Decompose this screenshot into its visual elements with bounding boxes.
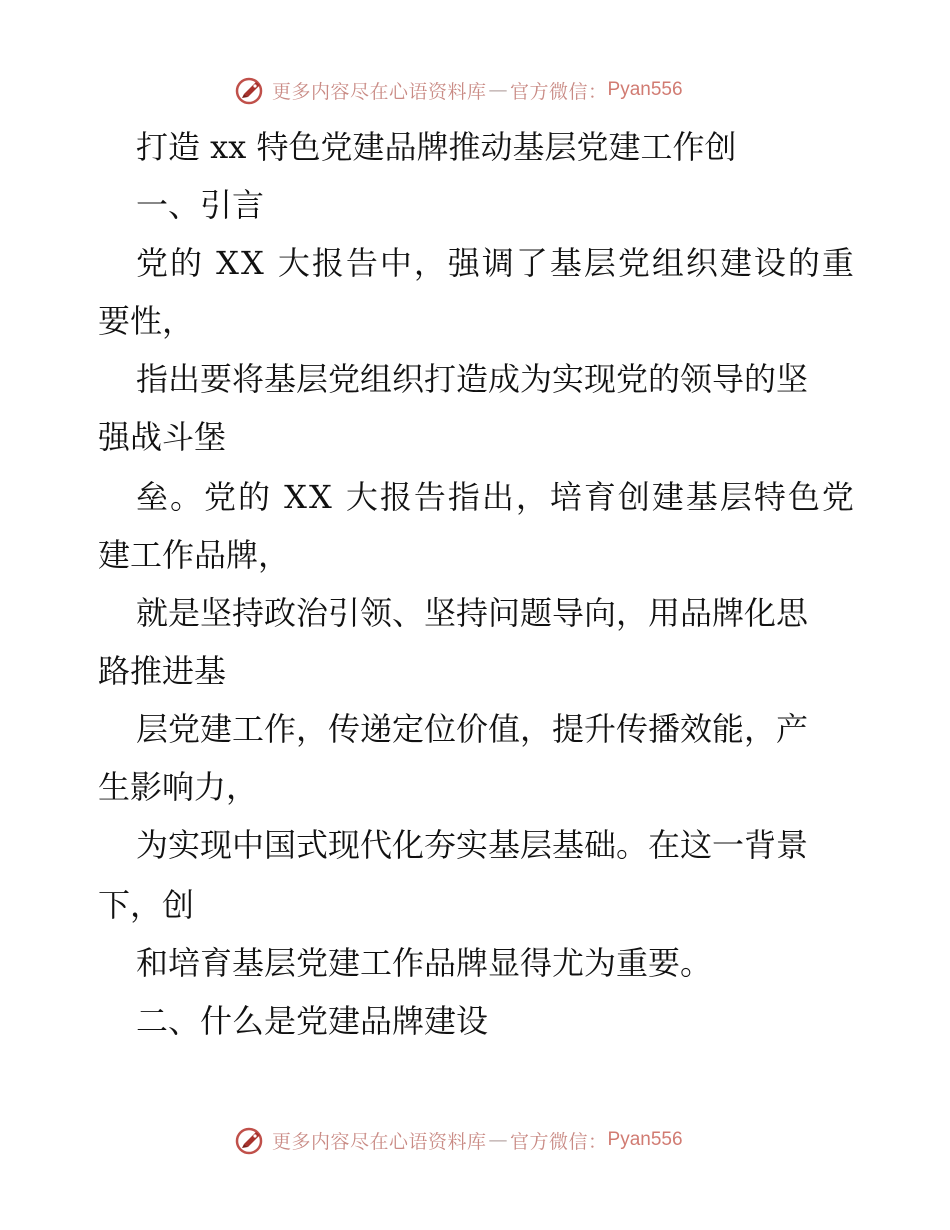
header-watermark: [0, 70, 950, 110]
footer-watermark: [0, 1120, 950, 1160]
paragraph-line: 党的 XX 大报告中，强调了基层党组织建设的重: [136, 244, 856, 282]
watermark-wechat-label: 官方微信：: [510, 1130, 608, 1153]
watermark-wechat-label: 官方微信：: [510, 80, 608, 103]
watermark-wechat-id: Pyan556: [607, 79, 683, 100]
pen-nib-circle-icon: [234, 74, 266, 106]
paragraph-line: 指出要将基层党组织打造成为实现党的领导的坚: [136, 360, 809, 398]
watermark-site-text: 更多内容尽在心语资料库: [272, 80, 487, 103]
paragraph-line: 为实现中国式现代化夯实基层基础。在这一背景: [136, 826, 809, 864]
paragraph-line: 层党建工作，传递定位价值，提升传播效能，产: [136, 710, 809, 748]
paragraph-line: 路推进基: [98, 652, 227, 690]
watermark-wechat-id: Pyan556: [607, 1129, 683, 1150]
paragraph-line: 下，创: [98, 886, 195, 924]
section-heading-introduction: 一、引言: [136, 186, 265, 224]
watermark-site-text: 更多内容尽在心语资料库: [272, 1130, 487, 1153]
watermark-separator: —: [488, 79, 509, 101]
section-heading-party-brand: 二、什么是党建品牌建设: [136, 1002, 489, 1040]
document-title: 打造 xx 特色党建品牌推动基层党建工作创: [136, 128, 737, 166]
paragraph-line: 就是坚持政治引领、坚持问题导向，用品牌化思: [136, 594, 809, 632]
watermark-separator: —: [488, 1129, 509, 1151]
paragraph-line: 垒。党的 XX 大报告指出，培育创建基层特色党: [136, 478, 856, 516]
paragraph-line: 要性，: [98, 302, 195, 340]
paragraph-line: 生影响力，: [98, 768, 259, 806]
paragraph-line: 和培育基层党建工作品牌显得尤为重要。: [136, 944, 713, 982]
paragraph-line: 建工作品牌，: [98, 536, 291, 574]
pen-nib-circle-icon: [234, 1124, 266, 1156]
paragraph-line: 强战斗堡: [98, 418, 227, 456]
